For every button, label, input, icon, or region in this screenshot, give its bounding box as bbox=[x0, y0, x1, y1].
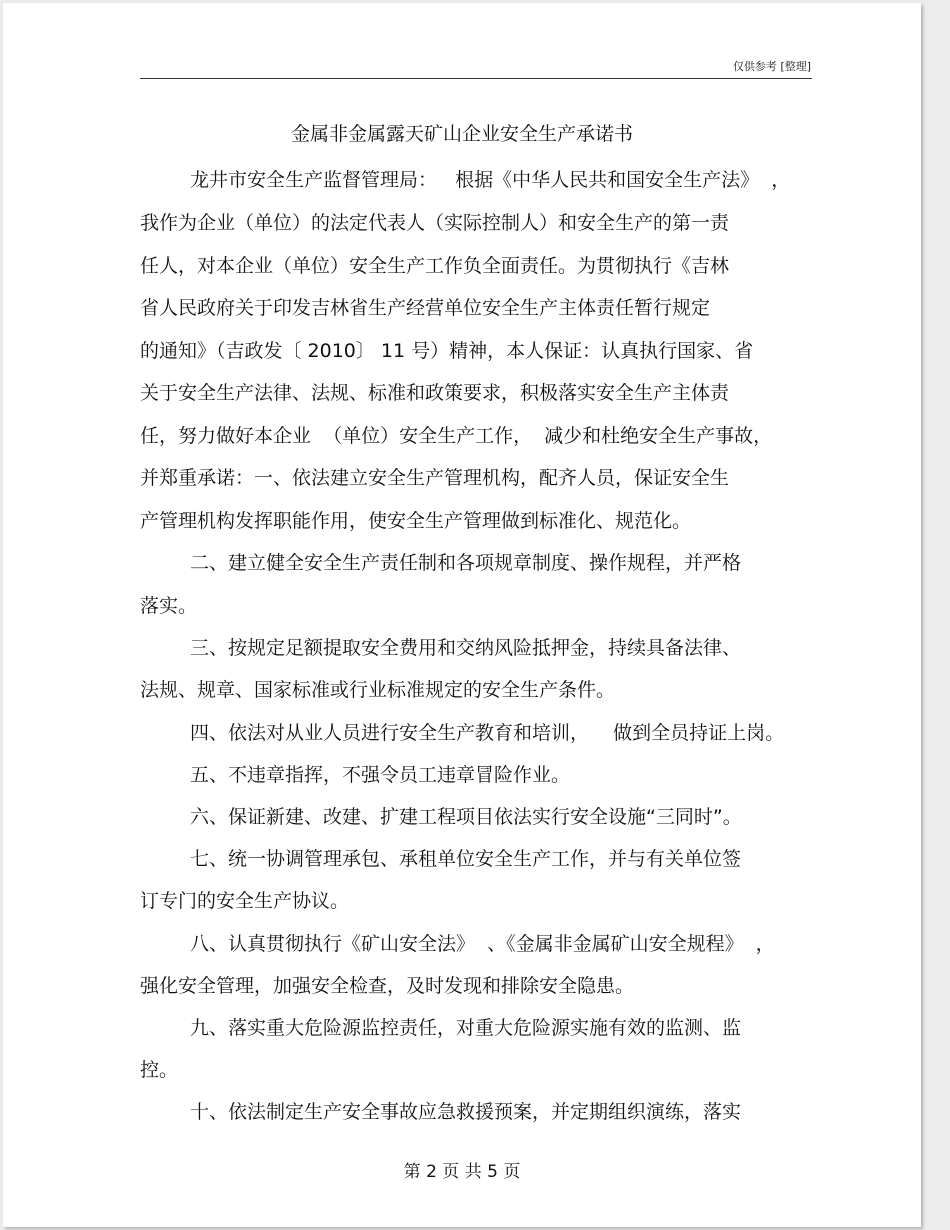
document-page bbox=[3, 3, 921, 1227]
document-title: 金属非金属露天矿山企业安全生产承诺书 bbox=[290, 123, 633, 145]
body-line: 并郑重承诺：一、依法建立安全生产管理机构，配齐人员，保证安全生 bbox=[140, 467, 730, 489]
body-line: 九、落实重大危险源监控责任，对重大危险源实施有效的监测、监 bbox=[190, 1017, 742, 1039]
body-line: 控。 bbox=[140, 1059, 179, 1081]
body-line: 五、不违章指挥，不强令员工违章冒险作业。 bbox=[190, 764, 571, 786]
body-line: 七、统一协调管理承包、承租单位安全生产工作，并与有关单位签 bbox=[190, 848, 742, 870]
body-line: 龙井市安全生产监督管理局： 根据《中华人民共和国安全生产法》 ， bbox=[190, 169, 791, 191]
body-line: 四、依法对从业人员进行安全生产教育和培训， 做到全员持证上岗。 bbox=[190, 722, 785, 744]
body-line: 订专门的安全生产协议。 bbox=[140, 890, 350, 912]
body-line: 的通知》（吉政发〔 2010〕 11 号）精神，本人保证：认真执行国家、省 bbox=[140, 340, 754, 362]
body-line: 法规、规章、国家标准或行业标准规定的安全生产条件。 bbox=[140, 679, 616, 701]
body-line: 八、认真贯彻执行《矿山安全法》 、《金属非金属矿山安全规程》 ， bbox=[190, 933, 775, 955]
body-line: 产管理机构发挥职能作用，使安全生产管理做到标准化、规范化。 bbox=[140, 510, 692, 532]
body-line: 强化安全管理，加强安全检查，及时发现和排除安全隐患。 bbox=[140, 975, 635, 997]
body-line: 关于安全生产法律、法规、标准和政策要求，积极落实安全生产主体责 bbox=[140, 382, 730, 404]
header-note: 仅供参考 [整理] bbox=[732, 60, 811, 73]
body-line: 三、按规定足额提取安全费用和交纳风险抵押金，持续具备法律、 bbox=[190, 637, 742, 659]
body-line: 省人民政府关于印发吉林省生产经营单位安全生产主体责任暂行规定 bbox=[140, 297, 711, 319]
header-divider bbox=[140, 78, 812, 79]
body-line: 落实。 bbox=[140, 595, 198, 617]
page-number: 第 2 页 共 5 页 bbox=[403, 1162, 521, 1182]
body-line: 我作为企业（单位）的法定代表人（实际控制人）和安全生产的第一责 bbox=[140, 212, 730, 234]
body-line: 六、保证新建、改建、扩建工程项目依法实行安全设施“三同时”。 bbox=[190, 806, 742, 828]
body-line: 任，努力做好本企业 （单位）安全生产工作， 减少和杜绝安全生产事故， bbox=[140, 425, 773, 447]
body-line: 任人，对本企业（单位）安全生产工作负全面责任。为贯彻执行《吉林 bbox=[140, 255, 730, 277]
body-line: 十、依法制定生产安全事故应急救援预案，并定期组织演练，落实 bbox=[190, 1101, 742, 1123]
body-line: 二、建立健全安全生产责任制和各项规章制度、操作规程，并严格 bbox=[190, 552, 742, 574]
